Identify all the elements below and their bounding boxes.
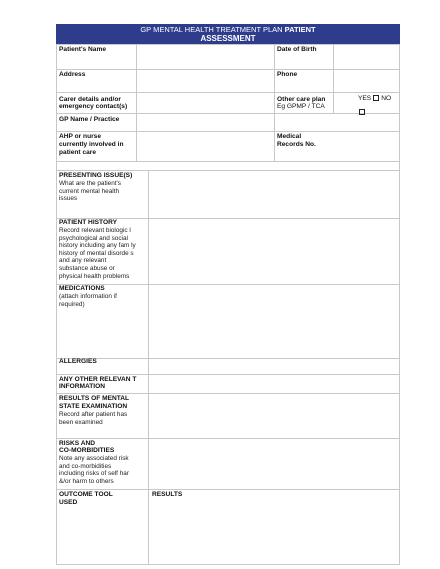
carer-label-2: emergency contact(s) — [59, 103, 128, 110]
other-care-label-2: Eg GPMP / TCA — [277, 103, 325, 110]
allergies-title: ALLERGIES — [59, 358, 97, 365]
no-label: NO — [381, 95, 392, 102]
mse-desc: Record after patient has been examined — [59, 411, 128, 426]
yes-checkbox[interactable] — [373, 95, 379, 101]
patient-history-desc: Record relevant biologic l psychological and social history including any fam ly history of mental disorde s and any relevant substance abuse or physical health problems — [59, 227, 136, 280]
address-label: Address — [59, 71, 86, 78]
other-care-label-1: Other care plan — [277, 96, 326, 103]
carer-label-1: Carer details and/or — [59, 96, 121, 103]
form-grid — [56, 44, 400, 565]
dob-label: Date of Birth — [277, 46, 317, 53]
outcome-tool-title-1: OUTCOME TOOL — [59, 491, 113, 498]
risks-title-2: CO-MORBIDITIES — [59, 447, 115, 454]
mse-title-1: RESULTS OF MENTAL — [59, 395, 130, 402]
mse-title-2: STATE EXAMINATION — [59, 403, 128, 410]
no-checkbox[interactable] — [359, 109, 365, 115]
medications-desc: (attach information if required) — [59, 293, 117, 308]
presenting-issues-desc: What are the patient's current mental health issues — [59, 180, 121, 203]
header-title-line1: GP MENTAL HEALTH TREATMENT PLAN PATIENT — [140, 25, 316, 34]
outcome-tool-title-2: USED — [59, 499, 78, 506]
risks-title-1: RISKS AND — [59, 440, 96, 447]
gp-name-label: GP Name / Practice — [59, 116, 120, 123]
medical-records-label-2: Records No. — [277, 141, 316, 148]
other-info-title-2: INFORMATION — [59, 383, 106, 390]
yes-no-option — [358, 95, 391, 103]
results-label: RESULTS — [152, 491, 183, 498]
patient-name-label: Patient's Name — [59, 46, 107, 53]
phone-label: Phone — [277, 71, 298, 78]
yes-label: YES — [358, 95, 372, 102]
medical-records-label-1: Medical — [277, 133, 302, 140]
header-title-line2: ASSESSMENT — [200, 34, 256, 43]
patient-history-title: PATIENT HISTORY — [59, 219, 118, 226]
ahp-label-3: patient care — [59, 149, 97, 156]
risks-desc: Note any associated risk and co-morbidities including risks of self har &/or harm to others — [59, 455, 129, 485]
ahp-label-2: currently involved in — [59, 141, 124, 148]
form-header — [56, 24, 400, 44]
other-info-title-1: ANY OTHER RELEVAN T — [59, 376, 137, 383]
medications-title: MEDICATIONS — [59, 285, 105, 292]
ahp-label-1: AHP or nurse — [59, 133, 102, 140]
no-checkbox-wrap — [357, 103, 367, 121]
presenting-issues-title: PRESENTING ISSUE(S) — [59, 172, 133, 179]
